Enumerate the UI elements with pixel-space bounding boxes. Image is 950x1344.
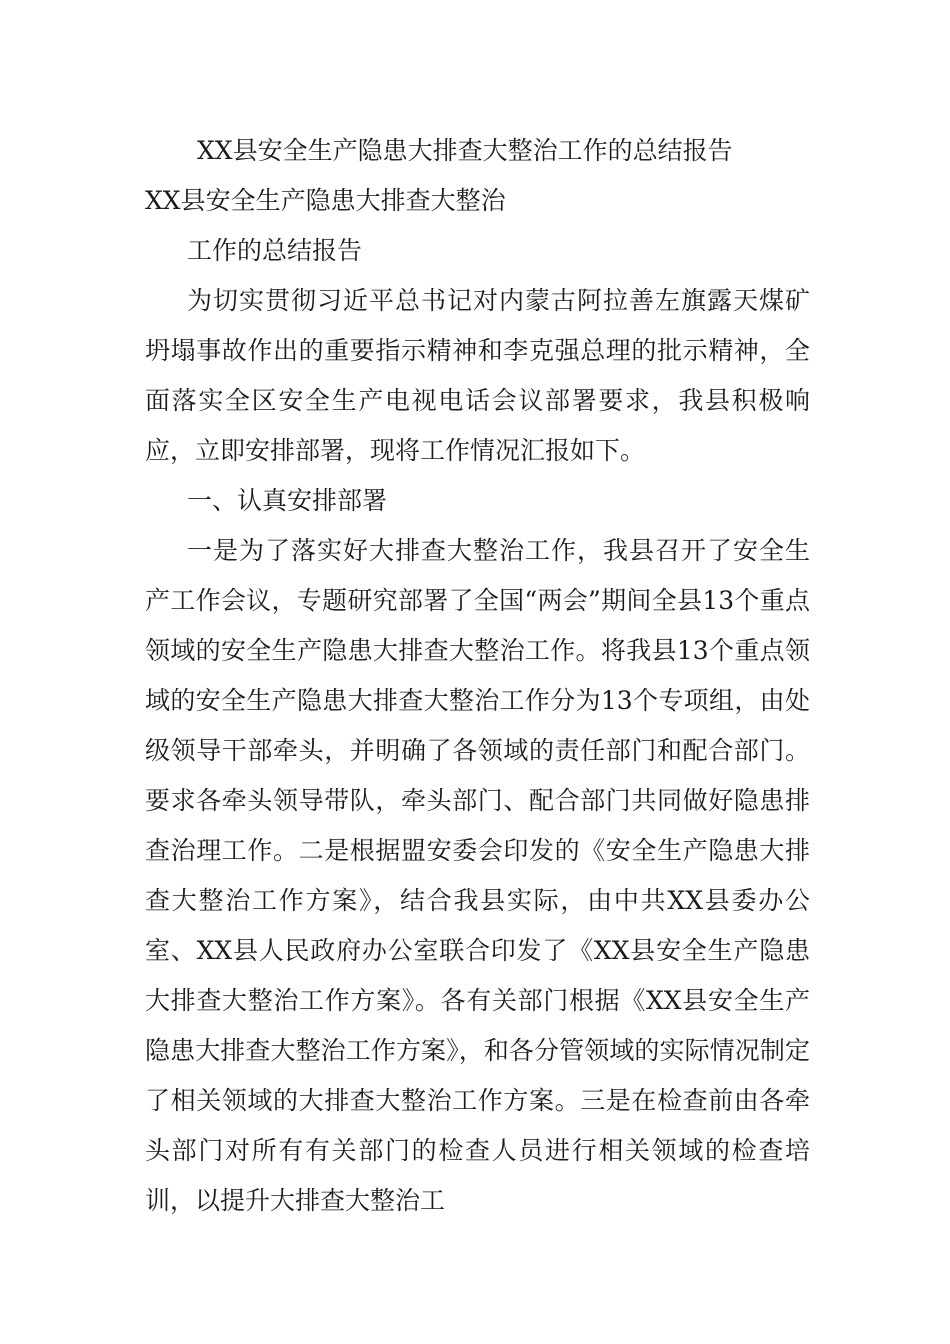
subtitle-line-1: XX县安全生产隐患大排查大整治 bbox=[145, 186, 506, 215]
section-1-heading: 一、认真安排部署 bbox=[187, 486, 388, 515]
subtitle-line-2: 工作的总结报告 bbox=[187, 236, 363, 265]
intro-paragraph: 为切实贯彻习近平总书记对内蒙古阿拉善左旗露天煤矿坍塌事故作出的重要指示精神和李克强总理的批示精神，全面落实全区安全生产电视电话会议部署要求，我县积极响应，立即安排部署，现将工作情况汇报如下。 bbox=[145, 286, 810, 465]
document-title: XX县安全生产隐患大排查大整治工作的总结报告 bbox=[197, 136, 733, 165]
section-1-paragraph: 一是为了落实好大排查大整治工作，我县召开了安全生产工作会议，专题研究部署了全国“两会”期间全县13个重点领域的安全生产隐患大排查大整治工作。将我县13个重点领域的安全生产隐患大排查大整治工作分为13个专项组，由处级领导干部牵头，并明确了各领域的责任部门和配合部门。要求各牵头领导带队，牵头部门、配合部门共同做好隐患排查治理工作。二是根据盟安委会印发的《安全生产隐患大排查大整治工作方案》，结合我县实际，由中共XX县委办公室、XX县人民政府办公室联合印发了《XX县安全生产隐患大排查大整治工作方案》。各有关部门根据《XX县安全生产隐患大排查大整治工作方案》，和各分管领域的实际情况制定了相关领域的大排查大整治工作方案。三是在检查前由各牵头部门对所有有关部门的检查人员进行相关领域的检查培训，以提升大排查大整治工 bbox=[145, 536, 810, 1215]
document-body bbox=[145, 126, 810, 1226]
